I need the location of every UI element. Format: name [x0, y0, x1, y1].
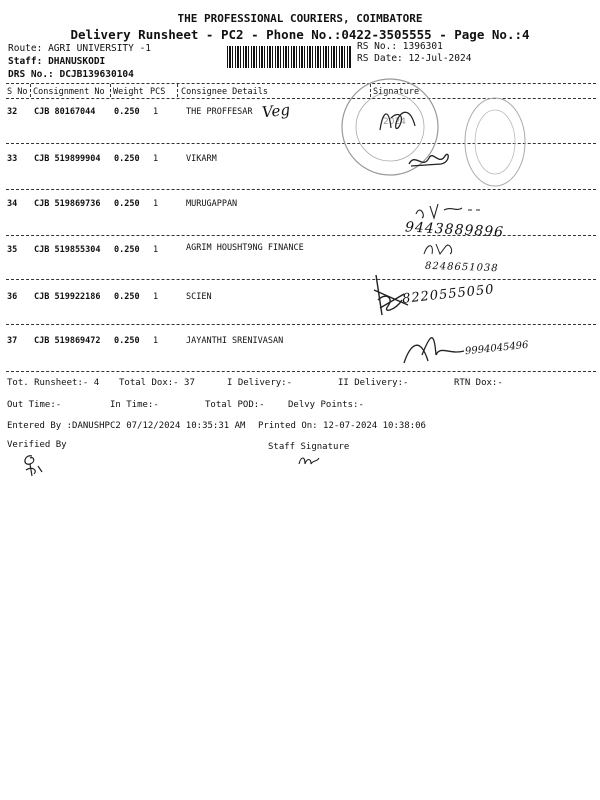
- drs-line: [8, 69, 134, 80]
- row-sno: 36: [7, 292, 18, 302]
- row-weight: 0.250: [114, 107, 140, 117]
- staff-signature: [295, 452, 323, 470]
- delvy-points: Delvy Points:-: [288, 400, 364, 410]
- col-consignment: Consignment No: [33, 87, 105, 97]
- staff-value: DHANUSKODI: [48, 56, 106, 67]
- entered-by: Entered By :DANUSHPC2 07/12/2024 10:35:31 AM: [7, 421, 246, 431]
- total-dox: Total Dox:- 37: [119, 378, 195, 388]
- signature-row37: [400, 325, 470, 370]
- total-runsheet: Tot. Runsheet:- 4: [7, 378, 100, 388]
- row-sno: 34: [7, 199, 18, 209]
- col-signature: Signature: [373, 87, 420, 97]
- barcode: [227, 46, 352, 68]
- col-consignee: Consignee Details: [181, 87, 268, 97]
- route-line: [8, 43, 151, 54]
- table-top-rule: [6, 83, 596, 84]
- col-weight: Weight: [113, 87, 144, 97]
- row-pcs: 1: [153, 154, 159, 164]
- row-rule: [6, 279, 596, 280]
- i-delivery: I Delivery:-: [227, 378, 293, 388]
- route-label: Route:: [8, 43, 43, 54]
- staff-label: Staff:: [8, 56, 43, 67]
- staff-signature-label: Staff Signature: [268, 442, 350, 452]
- drs-label: DRS No.:: [8, 69, 54, 80]
- row-consignee: MURUGAPPAN: [186, 199, 238, 209]
- staff-line: [8, 56, 105, 67]
- row-pcs: 1: [153, 292, 159, 302]
- row-consignment: CJB 519869472: [34, 336, 101, 346]
- printed-on: Printed On: 12-07-2024 10:38:06: [258, 421, 426, 431]
- handwritten-note-row32: Veg: [261, 100, 291, 122]
- rs-date-line: [357, 53, 471, 64]
- row-weight: 0.250: [114, 154, 140, 164]
- verified-signature: [18, 452, 46, 478]
- row-consignment: CJB 519899904: [34, 154, 101, 164]
- signature-row33: [405, 140, 455, 180]
- row-pcs: 1: [153, 199, 159, 209]
- rs-no-line: [357, 41, 443, 52]
- drs-value: DCJB139630104: [59, 69, 134, 80]
- row-consignee: THE PROFFESAR: [186, 107, 253, 117]
- company-title: THE PROFESSIONAL COURIERS, COIMBATORE: [177, 12, 423, 25]
- row-pcs: 1: [153, 107, 159, 117]
- row-consignment: CJB 80167044: [34, 107, 96, 117]
- row-weight: 0.250: [114, 336, 140, 346]
- rs-no-label: RS No.:: [357, 41, 398, 52]
- row-consignment: CJB 519922186: [34, 292, 101, 302]
- row-consignee: VIKARM: [186, 154, 217, 164]
- rtn-dox: RTN Dox:-: [454, 378, 503, 388]
- row-weight: 0.250: [114, 199, 140, 209]
- total-pod: Total POD:-: [205, 400, 265, 410]
- row-sno: 37: [7, 336, 18, 346]
- signature-row35: [420, 238, 460, 260]
- row-consignee: JAYANTHI SRENIVASAN: [186, 336, 284, 346]
- oval-stamp: [455, 92, 535, 192]
- row-rule: [6, 235, 596, 236]
- stamp-year: 2024: [383, 117, 406, 127]
- row-sno: 35: [7, 245, 18, 255]
- out-time: Out Time:-: [7, 400, 62, 410]
- rs-date-value: 12-Jul-2024: [408, 53, 472, 64]
- row-rule: [6, 371, 596, 372]
- handwritten-phone-row37: 9994045496: [464, 339, 530, 358]
- row-weight: 0.250: [114, 245, 140, 255]
- route-value: AGRI UNIVERSITY -1: [48, 43, 152, 54]
- handwritten-phone-row34: 9443889896: [404, 219, 505, 241]
- handwritten-phone-row35: 8248651038: [424, 260, 499, 275]
- rs-date-label: RS Date:: [357, 53, 403, 64]
- row-sno: 33: [7, 154, 18, 164]
- signature-row32: [375, 100, 425, 140]
- signature-row34: [412, 198, 492, 223]
- row-consignment: CJB 519869736: [34, 199, 101, 209]
- row-pcs: 1: [153, 245, 159, 255]
- row-weight: 0.250: [114, 292, 140, 302]
- signature-row36: [368, 270, 413, 320]
- col-sno: S No: [7, 87, 28, 97]
- row-consignee: AGRIM HOUSHT9NG FINANCE: [186, 243, 304, 253]
- runsheet-title: Delivery Runsheet - PC2 - Phone No.:0422-3505555 - Page No.:4: [70, 27, 530, 42]
- col-pcs: PCS: [150, 87, 166, 97]
- row-rule: [6, 324, 596, 325]
- row-consignee: SCIEN: [186, 292, 212, 302]
- verified-by-label: Verified By: [7, 440, 67, 450]
- ii-delivery: II Delivery:-: [338, 378, 409, 388]
- row-consignment: CJB 519855304: [34, 245, 101, 255]
- row-sno: 32: [7, 107, 18, 117]
- row-pcs: 1: [153, 336, 159, 346]
- handwritten-phone-row36: 8220555050: [401, 282, 496, 307]
- rs-no-value: 1396301: [402, 41, 443, 52]
- in-time: In Time:-: [110, 400, 159, 410]
